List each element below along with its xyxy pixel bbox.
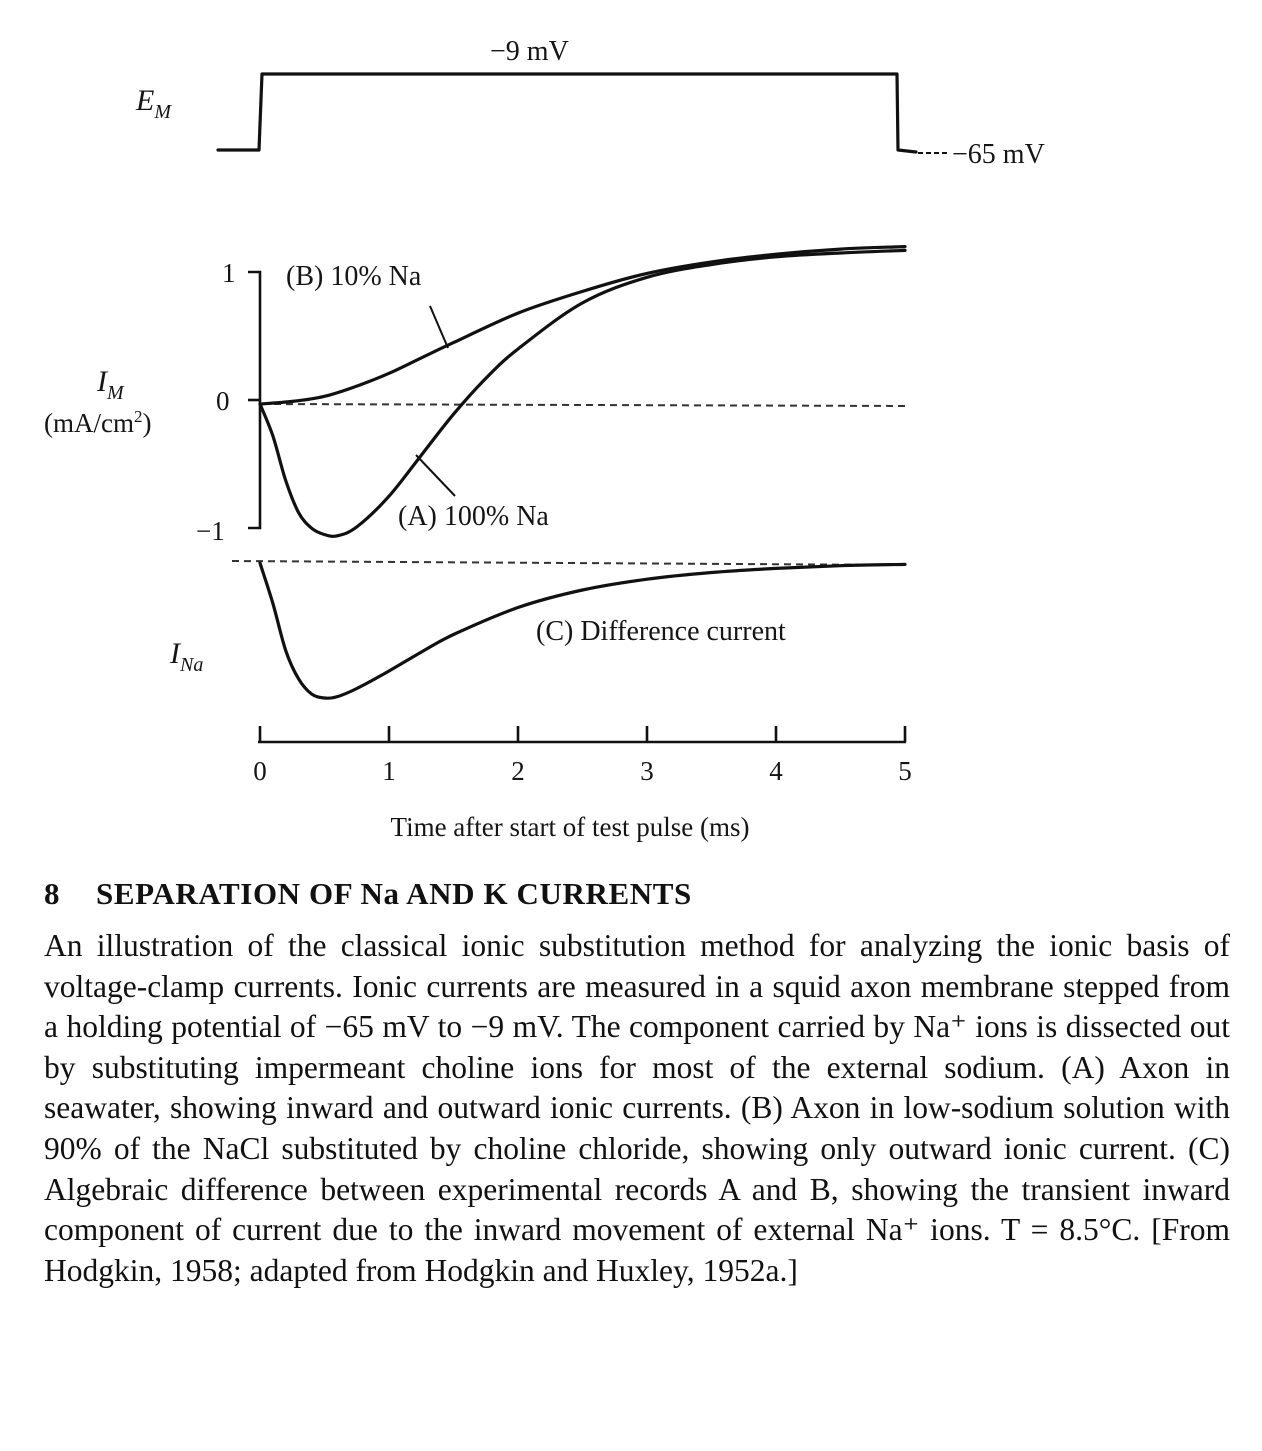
series-a-100pct-na	[260, 250, 905, 536]
x-tick-label-3: 3	[640, 756, 654, 786]
time-axis	[253, 726, 912, 842]
x-axis-title: Time after start of test pulse (ms)	[390, 812, 750, 842]
x-tick-label-5: 5	[898, 756, 912, 786]
im-yunit-sup: 2	[133, 407, 143, 426]
x-tick-label-4: 4	[769, 756, 783, 786]
im-yunit-close: )	[142, 408, 152, 438]
caption-heading	[44, 876, 1230, 912]
caption-body: An illustration of the classical ionic substitution method for analyzing the ionic basis of voltage-clamp currents. Ionic currents are measured in a squid axon membrane stepped from a holding potential of −65 mV to −9 mV. The component carried by Na⁺ ions is dissected out by substituting impermeant choline ions for most of the external sodium. (A) Axon in seawater, showing inward and outward ionic currents. (B) Axon in low-sodium solution with 90% of the NaCl substituted by choline chloride, showing only outward ionic current. (C) Algebraic difference between experimental records A and B, showing the transient inward component of current due to the inward movement of external Na⁺ ions. T = 8.5°C. [From Hodgkin, 1958; adapted from Hodgkin and Huxley, 1952a.]	[44, 928, 1230, 1288]
ina-ylabel: $I_{Na}$	[170, 637, 204, 676]
ina-baseline	[232, 561, 905, 565]
series-c-label: (C) Difference current	[536, 616, 786, 647]
stimulus-panel	[135, 36, 1045, 170]
caption-title: SEPARATION OF Na AND K CURRENTS	[96, 876, 692, 911]
im-yunit: $(mA/cm^2)$	[44, 407, 152, 438]
series-a-label: (A) 100% Na	[398, 501, 549, 532]
ina-ylabel-sub: Na	[180, 654, 204, 676]
em-label: $E_M$	[136, 84, 171, 123]
em-label-sub: M	[154, 101, 171, 123]
im-zero-line	[262, 404, 908, 406]
holding-voltage-label: −65 mV	[952, 139, 1045, 170]
series-b-leader	[430, 306, 448, 348]
x-tick-label-2: 2	[511, 756, 525, 786]
im-ylabel-sub: M	[107, 382, 124, 404]
caption-number: 8	[44, 876, 61, 911]
im-ytick-1: 1	[222, 258, 236, 288]
im-ytick-minus1: −1	[196, 516, 225, 546]
sodium-current-panel	[169, 561, 905, 698]
em-step-trace	[218, 74, 916, 152]
series-a-leader	[416, 455, 455, 496]
x-tick-label-0: 0	[253, 756, 267, 786]
series-b-label: (B) 10% Na	[286, 261, 422, 292]
x-axis-ticks	[253, 726, 912, 786]
figure-caption	[44, 876, 1230, 1291]
membrane-current-panel	[44, 247, 908, 546]
x-tick-label-1: 1	[382, 756, 396, 786]
step-voltage-label: −9 mV	[490, 36, 569, 67]
im-ylabel: $I_M$	[97, 365, 124, 404]
im-ytick-0: 0	[216, 386, 230, 416]
